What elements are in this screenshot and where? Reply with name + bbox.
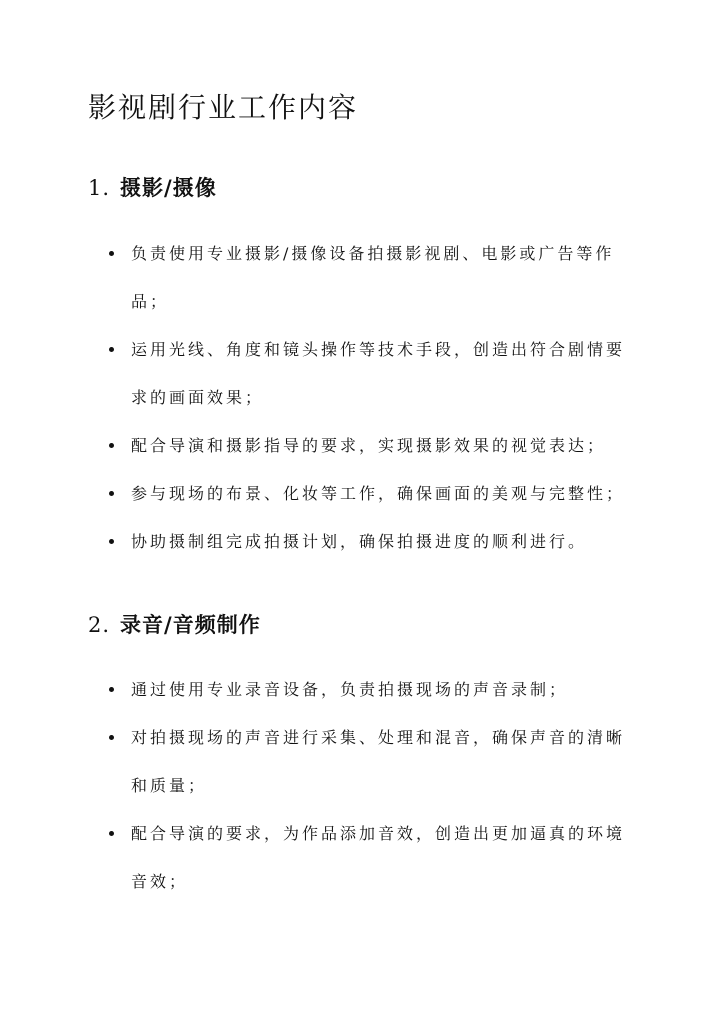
bullet-icon: [109, 443, 114, 448]
section-heading-1: [88, 173, 217, 203]
bullet-icon: [109, 251, 114, 256]
bullet-icon: [109, 491, 114, 496]
list-item: [0, 422, 720, 470]
bullet-icon: [109, 347, 114, 352]
section-number: 1.: [88, 176, 111, 200]
list-item-text: 负责使用专业摄影/摄像设备拍摄影视剧、电影或广告等作品；: [131, 244, 615, 311]
list-item: [0, 714, 720, 810]
list-item-text: 对拍摄现场的声音进行采集、处理和混音，确保声音的清晰和质量；: [131, 728, 626, 795]
bullet-icon: [109, 831, 114, 836]
list-item: [0, 666, 720, 714]
section-2-list: [0, 666, 720, 906]
section-title: 摄影/摄像: [120, 175, 217, 200]
list-item: [0, 326, 720, 422]
document-title: 影视剧行业工作内容: [88, 91, 359, 124]
section-number: 2.: [88, 613, 111, 637]
section-1-list: [0, 230, 720, 566]
list-item: [0, 470, 720, 518]
bullet-icon: [109, 539, 114, 544]
bullet-icon: [109, 735, 114, 740]
list-item-text: 通过使用专业录音设备，负责拍摄现场的声音录制；: [131, 680, 569, 699]
list-item: [0, 230, 720, 326]
list-item-text: 协助摄制组完成拍摄计划，确保拍摄进度的顺利进行。: [131, 532, 588, 551]
section-title: 录音/音频制作: [120, 612, 261, 637]
list-item-text: 参与现场的布景、化妆等工作，确保画面的美观与完整性；: [131, 484, 626, 503]
list-item: [0, 810, 720, 906]
list-item-text: 配合导演和摄影指导的要求，实现摄影效果的视觉表达；: [131, 436, 607, 455]
list-item: [0, 518, 720, 566]
list-item-text: 配合导演的要求，为作品添加音效，创造出更加逼真的环境音效；: [131, 824, 626, 891]
bullet-icon: [109, 687, 114, 692]
section-heading-2: [88, 610, 261, 640]
list-item-text: 运用光线、角度和镜头操作等技术手段，创造出符合剧情要求的画面效果；: [131, 340, 626, 407]
